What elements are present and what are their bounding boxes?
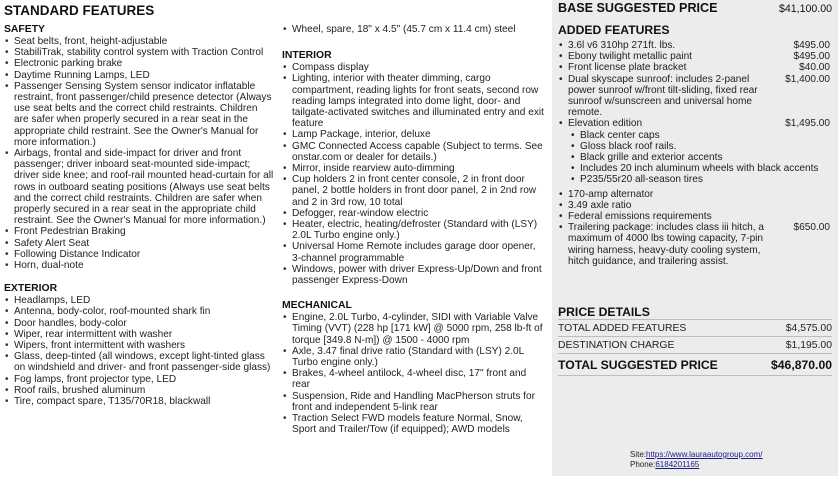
- added-feature-item: [558, 222, 830, 267]
- added-feature-price: $495.00: [793, 51, 830, 63]
- added-feature-label: • Front license plate bracket: [568, 62, 687, 74]
- list-item: • Universal Home Remote includes garage door opener, 3-channel programmable: [282, 241, 544, 263]
- base-price-label: BASE SUGGESTED PRICE: [558, 1, 718, 15]
- added-feature-item: [558, 189, 830, 200]
- base-price-value: $41,100.00: [778, 3, 832, 15]
- added-feature-item: [558, 74, 830, 119]
- added-feature-item: [558, 211, 830, 222]
- list-item: • Antenna, body-color, roof-mounted shark fin: [4, 306, 274, 317]
- list-item: • Safety Alert Seat: [4, 238, 274, 249]
- total-added-row: [558, 323, 832, 334]
- elevation-sublist: [570, 130, 830, 186]
- list-item: • Seat belts, front, height-adjustable: [4, 36, 274, 47]
- list-item: • Door handles, body-color: [4, 318, 274, 329]
- interior-list: [282, 62, 544, 286]
- list-item: • Roof rails, brushed aluminum: [4, 385, 274, 396]
- added-features-list: [558, 40, 830, 267]
- list-item: • Daytime Running Lamps, LED: [4, 70, 274, 81]
- list-item: • StabiliTrak, stability control system with Traction Control: [4, 47, 274, 58]
- list-item: • Traction Select FWD models feature Normal, Snow, Sport and Trailer/Tow (if equipped); AWD models: [282, 413, 544, 435]
- divider: [558, 353, 832, 354]
- destination-label: DESTINATION CHARGE: [558, 340, 675, 351]
- list-item: • Glass, deep-tinted (all windows, except light-tinted glass on windshield and driver- and front passenger-side glass): [4, 351, 274, 373]
- added-feature-label: • 170-amp alternator: [568, 188, 654, 200]
- list-item: • Windows, power with driver Express-Up/Down and front passenger Express-Down: [282, 264, 544, 286]
- total-price-row: [558, 358, 832, 372]
- divider: [558, 319, 832, 320]
- added-feature-item: [558, 40, 830, 51]
- exterior-continued-list: [282, 24, 544, 35]
- added-feature-label: • Elevation edition: [568, 118, 643, 130]
- exterior-title: EXTERIOR: [4, 283, 58, 295]
- safety-list: [4, 36, 274, 271]
- added-feature-label: • Federal emissions requirements: [568, 211, 712, 223]
- phone-label: Phone:: [630, 460, 656, 469]
- list-item: • Heater, electric, heating/defroster (Standard with (LSY) 2.0L Turbo engine only.): [282, 219, 544, 241]
- elevation-sub-item: • Gloss black roof rails.: [570, 141, 830, 152]
- total-price-value: $46,870.00: [771, 358, 832, 372]
- added-feature-label: • Trailering package: includes class iii hitch, a maximum of 4000 lbs towing capacity, 7-pin wiring harness, heavy-duty cooling system, hitch guidance, and trailering assist.: [568, 222, 764, 267]
- list-item: • Compass display: [282, 62, 544, 73]
- added-feature-label: • Dual skyscape sunroof: includes 2-panel power sunroof w/front tilt-sliding, fixed rear sunroof w/sunscreen and universal home remote.: [568, 73, 758, 119]
- site-link[interactable]: https://www.lauraautogroup.com/: [646, 450, 763, 459]
- list-item: • Horn, dual-note: [4, 260, 274, 271]
- list-item: • GMC Connected Access capable (Subject to terms. See onstar.com or dealer for details.): [282, 141, 544, 163]
- total-added-value: $4,575.00: [785, 323, 832, 334]
- elevation-sub-item: • Black center caps: [570, 130, 830, 141]
- total-price-label: TOTAL SUGGESTED PRICE: [558, 358, 718, 372]
- list-item: • Lamp Package, interior, deluxe: [282, 129, 544, 140]
- added-feature-item: [558, 51, 830, 62]
- list-item: • Axle, 3.47 final drive ratio (Standard with (LSY) 2.0L Turbo engine only.): [282, 346, 544, 368]
- elevation-sub-item: • Black grille and exterior accents: [570, 152, 830, 163]
- list-item: • Following Distance Indicator: [4, 249, 274, 260]
- interior-title: INTERIOR: [282, 50, 332, 62]
- added-feature-item: [558, 62, 830, 73]
- list-item: • Cup holders 2 in front center console, 2 in front door panel, 2 bottle holders in front door panel, 2 in 2nd row and 2 in 3rd row, 10 total: [282, 174, 544, 208]
- added-features-title: ADDED FEATURES: [558, 23, 670, 37]
- mechanical-title: MECHANICAL: [282, 300, 352, 312]
- list-item: • Brakes, 4-wheel antilock, 4-wheel disc, 17" front and rear: [282, 368, 544, 390]
- added-feature-label: • Ebony twilight metallic paint: [568, 51, 692, 63]
- elevation-sub-item: • Includes 20 inch aluminum wheels with black accents: [570, 163, 830, 174]
- list-item: • Engine, 2.0L Turbo, 4-cylinder, SIDI with Variable Valve Timing (VVT) (228 hp [171 kW] @ 5000 rpm, 258 lb-ft of torque [349.8 N-m]) @ 1500 - 4000 rpm: [282, 312, 544, 346]
- list-item: • Passenger Sensing System sensor indicator inflatable restraint, front passenger/child presence detector (Always use seat belts and the correct child restraints. Children are safer when properly secured in a rear seat in the appropriate child restraint. See the Owner's Manual for more information.): [4, 81, 274, 148]
- list-item: • Wipers, front intermittent with washers: [4, 340, 274, 351]
- destination-row: [558, 340, 832, 351]
- added-feature-price: $40.00: [799, 62, 830, 74]
- pricing-panel: [552, 0, 838, 476]
- added-feature-item: [558, 118, 830, 129]
- added-feature-price: $1,400.00: [785, 73, 830, 85]
- list-item: • Defogger, rear-window electric: [282, 208, 544, 219]
- list-item: • Mirror, inside rearview auto-dimming: [282, 163, 544, 174]
- list-item: • Fog lamps, front projector type, LED: [4, 374, 274, 385]
- base-price-row: [558, 1, 832, 15]
- total-added-label: TOTAL ADDED FEATURES: [558, 323, 687, 334]
- list-item: • Tire, compact spare, T135/70R18, blackwall: [4, 396, 274, 407]
- list-item: • Lighting, interior with theater dimming, cargo compartment, reading lights for front seats, second row reading lamps integrated into dome light, door- and tailgate-activated switches and illuminated entry and exit feature: [282, 73, 544, 129]
- added-feature-price: $1,495.00: [785, 118, 830, 130]
- elevation-edition-contents: [558, 130, 830, 186]
- list-item: • Wheel, spare, 18" x 4.5" (45.7 cm x 11.4 cm) steel: [282, 24, 544, 35]
- exterior-list: [4, 295, 274, 407]
- phone-link[interactable]: 6184201165: [655, 460, 700, 469]
- added-feature-item: [558, 200, 830, 211]
- standard-features-column-2: [282, 24, 544, 436]
- site-label: Site:: [630, 450, 647, 459]
- divider: [558, 375, 832, 376]
- list-item: • Headlamps, LED: [4, 295, 274, 306]
- list-item: • Front Pedestrian Braking: [4, 226, 274, 237]
- added-feature-label: • 3.49 axle ratio: [568, 199, 632, 211]
- added-feature-price: $495.00: [793, 40, 830, 51]
- contact-phone: [630, 460, 699, 470]
- destination-value: $1,195.00: [785, 340, 832, 351]
- added-feature-label: • 3.6l v6 310hp 271ft. lbs.: [568, 40, 676, 51]
- safety-title: SAFETY: [4, 24, 45, 35]
- mechanical-list: [282, 312, 544, 435]
- contact-site: [630, 450, 763, 460]
- standard-features-column: [4, 2, 274, 407]
- list-item: • Electronic parking brake: [4, 58, 274, 69]
- list-item: • Suspension, Ride and Handling MacPherson struts for front and independent 5-link rear: [282, 391, 544, 413]
- divider: [558, 336, 832, 337]
- standard-features-title: STANDARD FEATURES: [4, 3, 155, 18]
- list-item: • Airbags, frontal and side-impact for driver and front passenger; driver inboard seat-mounted side-impact; driver side knee; and roof-rail mounted head-curtain for all rows in outboard seating positions (Always use seat belts and the correct child restraints. Children are safer when properly secured in a rear seat in the appropriate child restraint. See the Owner's Manual for more information.): [4, 148, 274, 226]
- list-item: • Wiper, rear intermittent with washer: [4, 329, 274, 340]
- elevation-sub-item: • P235/55r20 all-season tires: [570, 174, 830, 185]
- added-feature-price: $650.00: [793, 222, 830, 234]
- price-details-title: PRICE DETAILS: [558, 305, 650, 319]
